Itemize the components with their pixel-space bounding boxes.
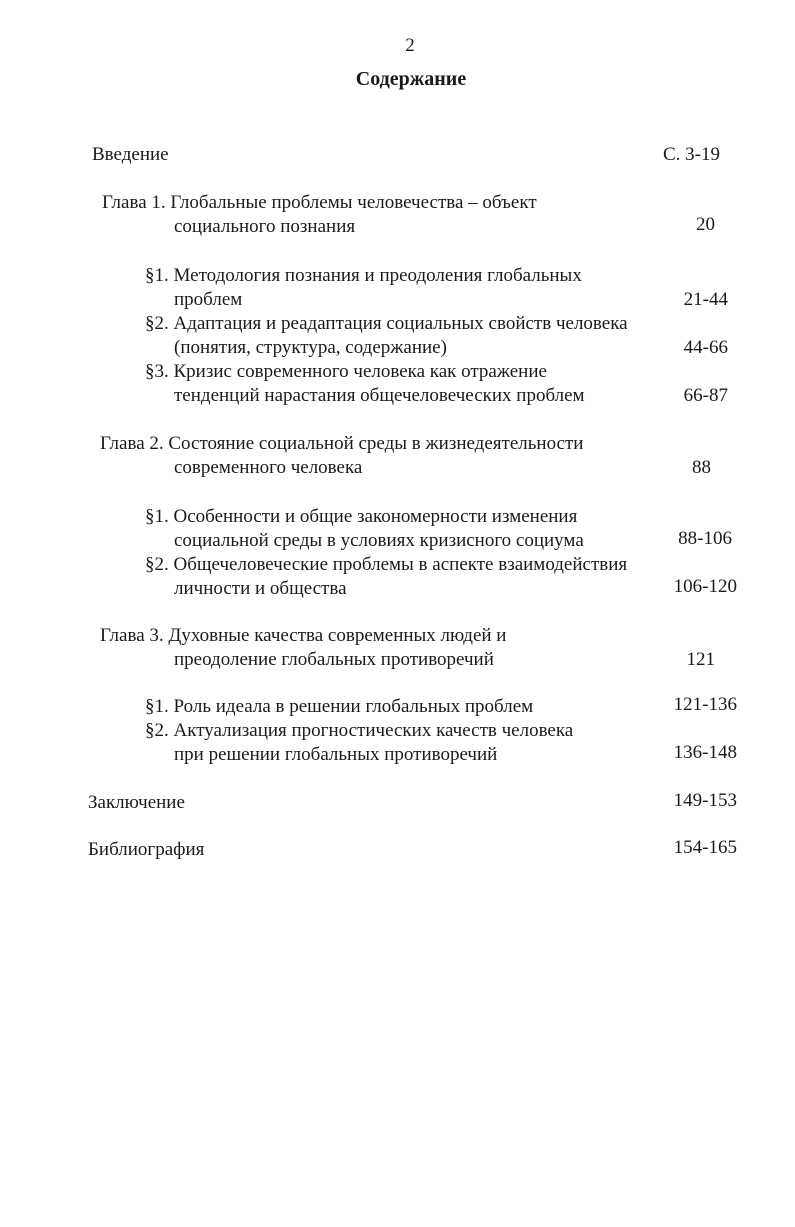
- toc-entry-title-cont: личности и общества: [174, 578, 347, 599]
- toc-entry-title-cont: (понятия, структура, содержание): [174, 337, 447, 358]
- toc-entry-title-cont: проблем: [174, 289, 243, 310]
- toc-entry-pages: 44-66: [683, 337, 728, 358]
- toc-entry-title: §2. Адаптация и реадаптация социальных свойств человека: [145, 313, 628, 334]
- toc-entry-pages: 154-165: [673, 837, 737, 858]
- toc-entry-title: Введение: [92, 144, 169, 165]
- toc-entry-title: Глава 1. Глобальные проблемы человечества – объект: [102, 192, 537, 213]
- toc-entry-title: §2. Актуализация прогностических качеств человека: [145, 720, 574, 741]
- toc-entry-pages: 88-106: [678, 528, 732, 549]
- page-number: 2: [405, 35, 415, 56]
- page-title: Содержание: [355, 68, 467, 90]
- toc-entry-pages: 21-44: [683, 289, 728, 310]
- toc-entry-title-cont: при решении глобальных противоречий: [174, 744, 498, 765]
- toc-entry-title: Глава 2. Состояние социальной среды в жизнедеятельности: [100, 433, 584, 454]
- toc-entry-title: §3. Кризис современного человека как отражение: [145, 361, 547, 382]
- toc-entry-title-cont: социальной среды в условиях кризисного социума: [174, 530, 584, 551]
- toc-entry-title-cont: тенденций нарастания общечеловеческих проблем: [174, 385, 585, 406]
- toc-entry-title: Глава 3. Духовные качества современных людей и: [100, 625, 507, 646]
- toc-entry-title: Заключение: [88, 792, 185, 813]
- toc-entry-title-cont: преодоление глобальных противоречий: [174, 649, 494, 670]
- toc-entry-pages: 20: [696, 214, 715, 235]
- toc-entry-title: §1. Особенности и общие закономерности изменения: [145, 506, 578, 527]
- toc-entry-pages: 121: [686, 649, 715, 670]
- toc-entry-title-cont: современного человека: [174, 457, 363, 478]
- toc-entry-title: §2. Общечеловеческие проблемы в аспекте взаимодействия: [145, 554, 628, 575]
- toc-entry-pages: 121-136: [673, 694, 737, 715]
- toc-entry-pages: 149-153: [673, 790, 737, 811]
- toc-entry-pages: 136-148: [673, 742, 737, 763]
- toc-entry-title: §1. Роль идеала в решении глобальных проблем: [145, 696, 534, 717]
- toc-entry-pages: 106-120: [673, 576, 737, 597]
- toc-entry-pages: 88: [692, 457, 711, 478]
- toc-entry-title-cont: социального познания: [174, 216, 356, 237]
- toc-entry-pages: 66-87: [683, 385, 728, 406]
- toc-entry-title: Библиография: [88, 839, 205, 860]
- toc-entry-pages: С. 3-19: [663, 144, 720, 165]
- toc-entry-title: §1. Методология познания и преодоления глобальных: [145, 265, 582, 286]
